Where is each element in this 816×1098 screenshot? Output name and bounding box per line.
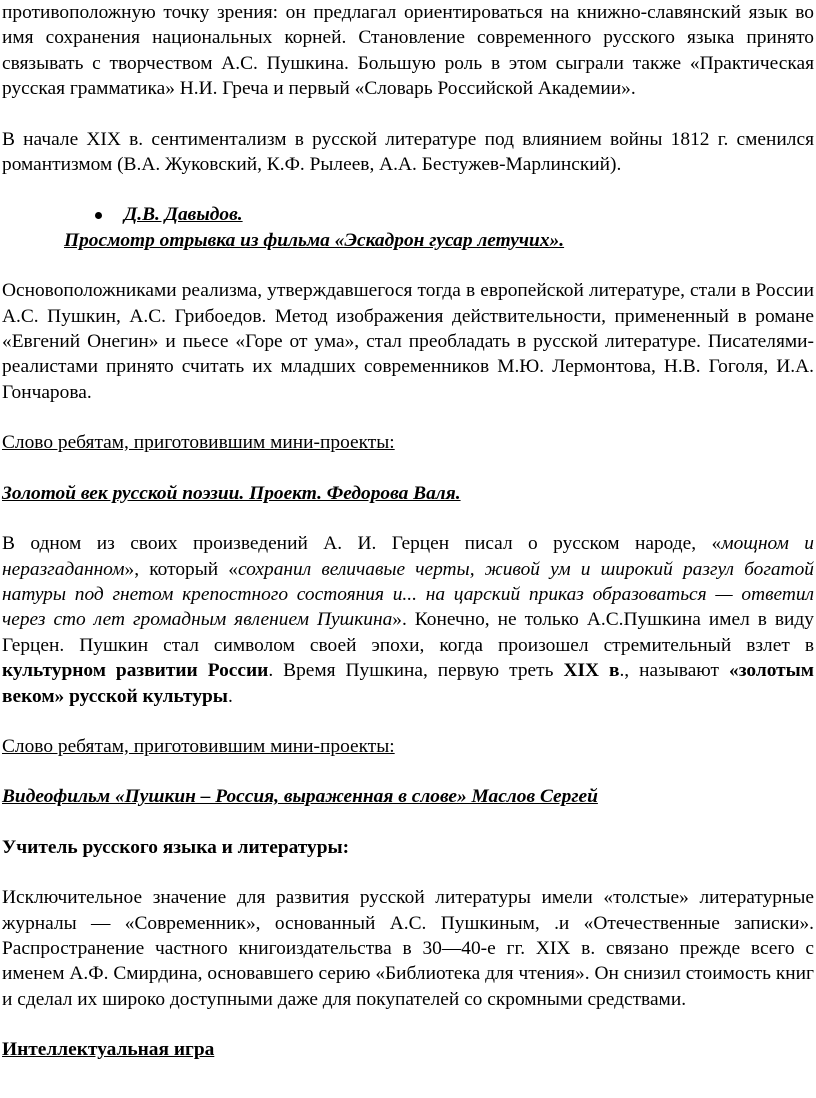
bullet-list-item — [2, 202, 814, 227]
paragraph-sentimentalism: В начале XIX в. сентиментализм в русской литературе под влиянием войны 1812 г. сменился романтизмом (В.А. Жуковский, К.Ф. Рылеев, А.А. Бестужев-Марлинский). — [2, 128, 814, 176]
paragraph-journals: Исключительное значение для развития русской литературы имели «толстые» литературные журналы — «Современник», основанный А.С. Пушкиным, .и «Отечественные записки». Распространение частного книгоиздательства в 30—40-е гг. XIX в. связано прежде всего с именем А.Ф. Смирдина, основавшего серию «Библиотека для чтения». Он снизил стоимость книг и сделал их широко доступными даже для покупателей со скромными средствами. — [2, 887, 814, 1010]
game-heading-text: Интеллектуальная игра — [2, 1039, 215, 1061]
project-pushkin-video-text: Видеофильм «Пушкин – Россия, выраженная в слове» Маслов Сергей — [2, 786, 598, 808]
film-title — [2, 228, 814, 253]
bullet-item-davydov: Д.В. Давыдов. — [124, 204, 243, 226]
herzen-text-2: », который « — [124, 558, 238, 580]
project-golden-age-text: Золотой век русской поэзии. Проект. Федорова Валя. — [2, 482, 461, 504]
projects-intro-2-text: Слово ребятам, приготовившим мини-проекты: — [2, 735, 395, 757]
project-golden-age — [2, 481, 814, 506]
herzen-text-1: В одном из своих произведений А. И. Герцен писал о русском народе, « — [2, 533, 722, 555]
projects-intro-1 — [2, 430, 814, 455]
herzen-text-4: . Время Пушкина, первую треть — [268, 660, 564, 682]
paragraph-herzen — [2, 531, 814, 709]
herzen-bold-3: «золотым веком» русской культуры — [2, 660, 815, 707]
paragraph-realism: Основоположниками реализма, утверждавшегося тогда в европейской литературе, стали в России А.С. Пушкин, А.С. Грибоедов. Метод изображения действительности, примененный в романе «Евгений Онегин» и пьесе «Горе от ума», стал преобладать в русской литературе. Писателями-реалистами принято считать их младших современников М.Ю. Лермонтова, Н.В. Гоголя, И.А. Гончарова. — [2, 280, 814, 403]
project-pushkin-video — [2, 784, 814, 809]
projects-intro-2 — [2, 734, 814, 759]
herzen-bold-1: культурном развитии России — [2, 660, 269, 682]
bullet-icon — [95, 212, 102, 219]
game-heading — [2, 1037, 814, 1062]
projects-intro-1-text: Слово ребятам, приготовившим мини-проекты: — [2, 432, 395, 454]
herzen-bold-2: XIX в — [563, 660, 620, 682]
teacher-heading: Учитель русского языка и литературы: — [2, 836, 350, 858]
herzen-quote-2: сохранил величавые черты, живой ум и широкий разгул богатой натуры под гнетом крепостного состояния и... на царский приказ образоваться — ответил через сто лет громадным явлением Пушкина — [2, 558, 815, 631]
herzen-text-5: ., называют — [619, 660, 729, 682]
paragraph-language: противоположную точку зрения: он предлагал ориентироваться на книжно-славянский язык во имя сохранения национальных корней. Становление современного русского языка принято связывать с творчеством А.С. Пушкина. Большую роль в этом сыграли также «Практическая русская грамматика» Н.И. Греча и первый «Словарь Российской Академии». — [2, 2, 814, 100]
film-title-text: Просмотр отрывка из фильма «Эскадрон гусар летучих». — [64, 229, 565, 251]
herzen-text-6: . — [227, 685, 233, 707]
herzen-quote-1: мощном и неразгаданном — [2, 533, 815, 580]
herzen-text-3: ». Конечно, не только А.С.Пушкина имел в виду Герцен. Пушкин стал символом своей эпохи, когда произошел стремительный взлет в — [2, 609, 814, 656]
